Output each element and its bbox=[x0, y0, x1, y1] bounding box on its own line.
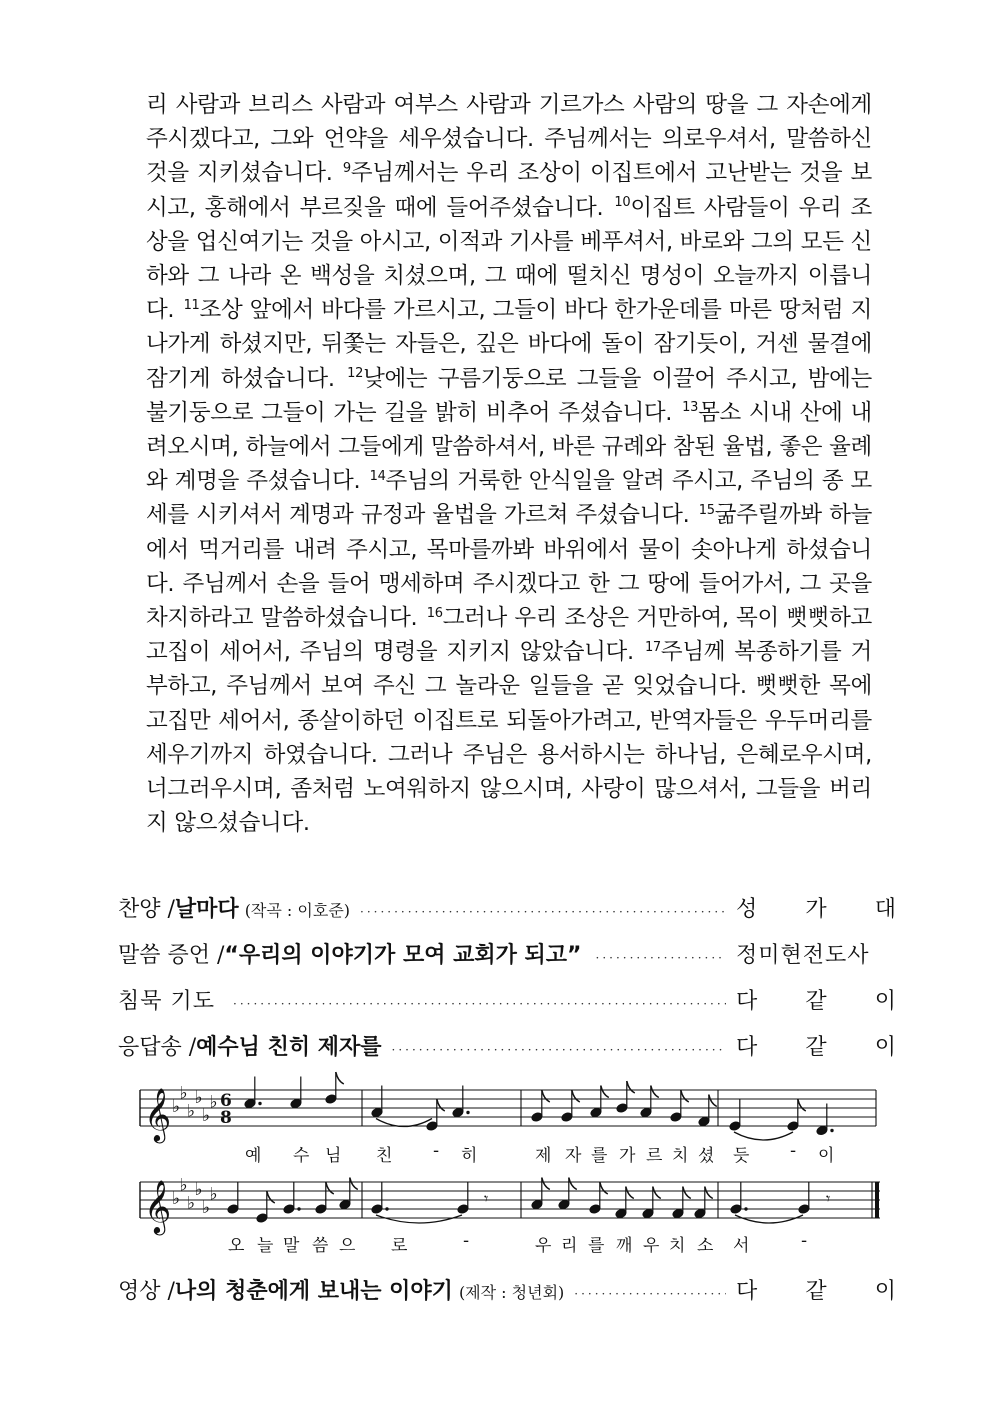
leader-dots bbox=[233, 997, 726, 1011]
verse-number: 12 bbox=[347, 366, 364, 382]
performer-char: 이 bbox=[874, 1279, 896, 1304]
verse-number: 17 bbox=[644, 639, 661, 655]
flat-sign: ♭ bbox=[187, 1193, 196, 1214]
treble-clef: 𝄞 bbox=[144, 1179, 172, 1233]
note-dot bbox=[258, 1102, 261, 1105]
verse-text: 몸소 시내 산에 내려오시며, 하늘에서 그들에게 말씀하셔서, 바른 규례와 참된 율법, 좋은 율례와 계명을 주셨습니다. bbox=[146, 399, 872, 495]
order-label: 영상 / bbox=[118, 1279, 175, 1304]
performer-char: 가 bbox=[805, 897, 827, 922]
verse-text: 낮에는 구름기둥으로 그들을 이끌어 주시고, 밤에는 불기둥으로 그들이 가는 길을 밝히 비추어 주셨습니다. bbox=[146, 365, 872, 426]
note-head bbox=[694, 1208, 706, 1219]
note-flag bbox=[651, 1086, 659, 1098]
slur bbox=[376, 1119, 432, 1127]
eighth-rest: 𝄾 bbox=[484, 1189, 489, 1208]
verse-text: 리 사람과 브리스 사람과 여부스 사람과 기르가스 사람의 땅을 그 자손에게 주시겠다고, 그와 언약을 세우셨습니다. 주님께서는 의로우셔서, 말씀하신 것을 지키셨습니다. bbox=[146, 92, 872, 187]
note-flag bbox=[600, 1182, 608, 1194]
lyric-syllable: 님 bbox=[325, 1146, 342, 1166]
order-note: (제작 : 청년회) bbox=[458, 1283, 565, 1302]
note-head bbox=[325, 1094, 337, 1105]
note-head bbox=[589, 1204, 601, 1215]
note-flag bbox=[627, 1081, 635, 1093]
lyric-syllable: - bbox=[801, 1231, 808, 1251]
slur bbox=[735, 1215, 803, 1223]
leader-dots bbox=[574, 1287, 726, 1301]
lyric-syllable: 치 bbox=[669, 1236, 686, 1256]
time-signature: 6 bbox=[220, 1091, 232, 1111]
order-row-response bbox=[118, 1030, 896, 1064]
staff-line-2 bbox=[140, 1182, 880, 1218]
note-head bbox=[615, 1208, 627, 1219]
verse-text: 그러나 우리 조상은 거만하여, 목이 뻣뻣하고 고집이 세어서, 주님의 명령을 지키지 않았습니다. bbox=[146, 605, 872, 666]
lyric-syllable: 이 bbox=[818, 1146, 835, 1166]
verse-number: 11 bbox=[183, 297, 200, 313]
verse-text: 주님의 거룩한 안식일을 알려 주시고, 주님의 종 모세를 시키셔서 계명과 규정과 율법을 가르쳐 주셨습니다. bbox=[146, 468, 872, 529]
flat-sign: ♭ bbox=[202, 1106, 211, 1126]
note-flag bbox=[683, 1187, 691, 1199]
note-head bbox=[787, 1121, 799, 1132]
order-title: 나의 청춘에게 보내는 이야기 bbox=[174, 1279, 453, 1304]
lyric-syllable: 듯 bbox=[733, 1146, 750, 1166]
order-label: 응답송 / bbox=[118, 1035, 197, 1060]
note-head bbox=[227, 1204, 239, 1215]
performer-char: 같 bbox=[805, 989, 827, 1014]
note-dot bbox=[297, 1207, 300, 1210]
lyric-syllable: 말 bbox=[283, 1236, 300, 1256]
order-row-sermon bbox=[118, 938, 896, 972]
note-head bbox=[452, 1107, 464, 1118]
note-head bbox=[531, 1199, 543, 1210]
note-head bbox=[315, 1204, 327, 1215]
order-label: 찬양 / bbox=[118, 897, 175, 922]
note-head bbox=[426, 1121, 438, 1132]
lyric-syllable: 깨 bbox=[616, 1236, 633, 1256]
staff-line-1 bbox=[140, 1090, 876, 1126]
order-label: 말씀 증언 / bbox=[118, 943, 225, 968]
performer-char: 다 bbox=[736, 1035, 758, 1060]
note-head bbox=[244, 1098, 256, 1109]
order-performer bbox=[736, 984, 896, 1015]
flat-sign: ♭ bbox=[209, 1184, 218, 1205]
verse-text: 주님께서는 우리 조상이 이집트에서 고난받는 것을 보시고, 홍해에서 부르짖을 때에 들어주셨습니다. bbox=[146, 160, 872, 221]
note-flag bbox=[542, 1178, 550, 1190]
order-row-video bbox=[118, 1274, 896, 1308]
treble-clef: 𝄞 bbox=[144, 1087, 172, 1141]
note-head bbox=[256, 1213, 268, 1224]
verse-text: 굶주릴까봐 하늘에서 먹거리를 내려 주시고, 목마를까봐 바위에서 물이 솟아나게 하셨습니다. 주님께서 손을 들어 맹세하며 주시겠다고 한 그 땅에 들어가서, 그 곳을 차지하라고 말씀하셨습니다. bbox=[146, 502, 872, 632]
order-note: (작곡 : 이호준) bbox=[244, 901, 351, 920]
note-head bbox=[339, 1199, 351, 1210]
slur bbox=[376, 1215, 462, 1223]
lyric-syllable: 치 bbox=[672, 1146, 689, 1166]
order-row-silent-prayer bbox=[118, 984, 896, 1018]
flat-sign: ♭ bbox=[209, 1092, 218, 1113]
verse-number: 10 bbox=[614, 195, 631, 211]
leader-dots bbox=[360, 905, 726, 919]
order-row-hymn bbox=[118, 892, 896, 926]
lyric-syllable: 늘 bbox=[257, 1236, 274, 1256]
lyric-syllable: 를 bbox=[588, 1236, 605, 1256]
order-title: “우리의 이야기가 모여 교회가 되고” bbox=[224, 943, 582, 968]
note-flag bbox=[601, 1086, 609, 1098]
note-head bbox=[371, 1107, 383, 1118]
note-head bbox=[798, 1204, 810, 1215]
leader-dots bbox=[392, 1043, 726, 1057]
order-performer bbox=[736, 1030, 896, 1061]
note-head bbox=[561, 1112, 573, 1123]
slur bbox=[734, 1132, 793, 1140]
order-performer bbox=[736, 1274, 896, 1305]
note-flag bbox=[653, 1187, 661, 1199]
flat-sign: ♭ bbox=[202, 1198, 211, 1218]
scripture-paragraph bbox=[146, 88, 872, 840]
lyric-syllable: - bbox=[463, 1231, 470, 1251]
time-signature: 8 bbox=[220, 1108, 232, 1128]
lyric-syllable: 소 bbox=[697, 1236, 714, 1256]
verse-text: 조상 앞에서 바다를 가르시고, 그들이 바다 한가운데를 마른 땅처럼 지나가게 하셨지만, 뒤쫓는 자들은, 깊은 바다에 돌이 잠기듯이, 거센 물결에 잠기게 하셨습니다. bbox=[146, 297, 873, 392]
note-head bbox=[371, 1204, 383, 1215]
lyric-syllable: 수 bbox=[293, 1146, 310, 1166]
flat-sign: ♭ bbox=[194, 1180, 203, 1200]
lyric-syllable: 르 bbox=[646, 1146, 663, 1166]
lyric-syllable: 리 bbox=[561, 1236, 578, 1256]
note-dot bbox=[385, 1207, 388, 1210]
performer-char: 같 bbox=[805, 1035, 827, 1060]
lyric-syllable: 서 bbox=[733, 1236, 750, 1256]
lyric-syllable: 씀 bbox=[312, 1236, 329, 1256]
order-title: 예수님 친히 제자를 bbox=[196, 1034, 382, 1060]
verse-text: 주님께 복종하기를 거부하고, 주님께서 보여 주신 그 놀라운 일들을 곧 잊었습니다. 뻣뻣한 목에 고집만 세어서, 종살이하던 이집트로 되돌아가려고, 반역자들은 우두머리를 세우기까지 하였습니다. 그러나 주님은 용서하시는 하나님, 은혜로우시며, 너그러우시며, 좀처럼 노여워하지 않으시며, 사랑이 많으셔서, 그들을 버리지 않으셨습니다. bbox=[146, 639, 872, 837]
note-flag bbox=[572, 1090, 580, 1102]
order-label: 침묵 기도 bbox=[118, 989, 216, 1014]
lyric-syllable: 친 bbox=[376, 1146, 393, 1166]
note-head bbox=[640, 1107, 652, 1118]
order-title: 날마다 bbox=[174, 897, 239, 922]
note-head bbox=[531, 1112, 543, 1123]
performer-char: 다 bbox=[736, 989, 758, 1014]
flat-sign: ♭ bbox=[172, 1097, 181, 1117]
note-flag bbox=[350, 1178, 358, 1190]
note-head bbox=[616, 1103, 628, 1114]
note-head bbox=[642, 1208, 654, 1219]
verse-text: 이집트 사람들이 우리 조상을 업신여기는 것을 아시고, 이적과 기사를 베푸셔서, 바로와 그의 모든 신하와 그 나라 온 백성을 치셨으며, 그 때에 떨치신 명성이 오늘까지 이릅니다. bbox=[146, 194, 872, 324]
verse-number: 13 bbox=[682, 400, 699, 416]
note-flag bbox=[336, 1072, 344, 1084]
lyric-syllable: 제 bbox=[535, 1146, 552, 1166]
verse-number: 16 bbox=[426, 605, 443, 621]
flat-sign: ♭ bbox=[179, 1175, 188, 1196]
note-flag bbox=[267, 1191, 275, 1203]
lyric-syllable: 로 bbox=[391, 1236, 408, 1256]
lyric-syllable: 히 bbox=[461, 1146, 478, 1166]
verse-number: 14 bbox=[369, 468, 386, 484]
performer-char: 성 bbox=[736, 897, 758, 922]
performer-char: 대 bbox=[874, 897, 896, 922]
note-flag bbox=[626, 1187, 634, 1199]
lyric-syllable: 셨 bbox=[698, 1146, 715, 1166]
lyric-syllable: 자 bbox=[565, 1146, 582, 1166]
lyric-syllable: - bbox=[433, 1141, 440, 1161]
note-flag bbox=[709, 1095, 717, 1107]
lyric-syllable: 우 bbox=[643, 1236, 660, 1256]
note-head bbox=[730, 1204, 742, 1215]
lyric-syllable: 가 bbox=[619, 1146, 636, 1166]
flat-sign: ♭ bbox=[194, 1088, 203, 1108]
note-flag bbox=[681, 1090, 689, 1102]
note-head bbox=[816, 1125, 828, 1136]
note-flag bbox=[569, 1178, 577, 1190]
note-dot bbox=[466, 1111, 469, 1114]
note-flag bbox=[437, 1099, 445, 1111]
note-head bbox=[698, 1116, 710, 1127]
note-dot bbox=[830, 1129, 833, 1132]
note-flag bbox=[542, 1090, 550, 1102]
performer-char: 같 bbox=[805, 1279, 827, 1304]
flat-sign: ♭ bbox=[179, 1083, 188, 1104]
lyric-syllable: 를 bbox=[591, 1146, 608, 1166]
flat-sign: ♭ bbox=[187, 1101, 196, 1122]
lyric-syllable: - bbox=[790, 1141, 797, 1161]
order-performer: 정미현전도사 bbox=[736, 943, 870, 968]
performer-char: 이 bbox=[874, 989, 896, 1014]
note-flag bbox=[705, 1187, 713, 1199]
verse-number: 15 bbox=[698, 502, 715, 518]
note-head bbox=[558, 1199, 570, 1210]
lyric-syllable: 으 bbox=[339, 1236, 356, 1256]
note-flag bbox=[326, 1182, 334, 1194]
order-performer bbox=[736, 892, 896, 923]
scripture-text bbox=[146, 88, 872, 840]
note-dot bbox=[744, 1207, 747, 1210]
note-flag bbox=[798, 1099, 806, 1111]
note-head bbox=[590, 1107, 602, 1118]
verse-number: 9 bbox=[342, 160, 351, 176]
note-head bbox=[670, 1112, 682, 1123]
performer-char: 이 bbox=[874, 1035, 896, 1060]
note-head bbox=[729, 1121, 741, 1132]
leader-dots bbox=[596, 951, 726, 965]
note-head bbox=[290, 1098, 302, 1109]
note-head bbox=[672, 1208, 684, 1219]
flat-sign: ♭ bbox=[172, 1189, 181, 1209]
lyric-syllable: 오 bbox=[228, 1236, 245, 1256]
note-head bbox=[457, 1204, 469, 1215]
eighth-rest: 𝄾 bbox=[826, 1189, 831, 1208]
lyric-syllable: 우 bbox=[535, 1236, 552, 1256]
lyric-syllable: 예 bbox=[245, 1146, 262, 1166]
performer-char: 다 bbox=[736, 1279, 758, 1304]
note-head bbox=[283, 1204, 295, 1215]
